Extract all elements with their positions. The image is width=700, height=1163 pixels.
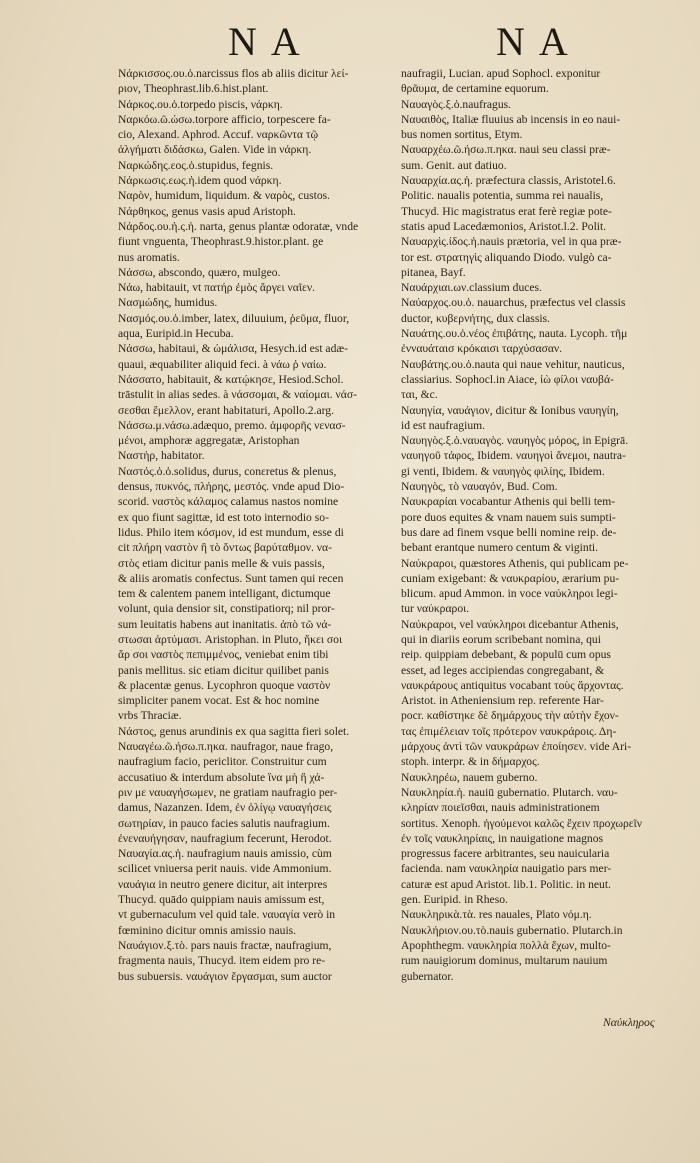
- text-line: Ναυαγὸς.ξ.ὁ.naufragus.: [401, 97, 512, 111]
- text-line: Νάσσω, abscondo, quæro, mulgeo.: [118, 265, 281, 279]
- text-line: Ναυβάτης.ου.ὁ.nauta qui naue vehitur, nauticus,: [401, 357, 625, 371]
- text-line: tur ναύκραροι.: [401, 602, 470, 616]
- text-line: ναυηγοῦ τάφος, Ibidem. ναυηγοὶ ἄνεμοι, nautra-: [401, 449, 626, 463]
- text-line: bus dare ad finem vsque belli nomine reip. de-: [401, 525, 617, 539]
- text-line: esset, ad leges accipiendas congregabant, &: [401, 663, 605, 677]
- text-line: gubernator.: [401, 969, 454, 983]
- text-line: blicum. apud Ammon. in voce ναύκληροι legi-: [401, 587, 618, 601]
- text-line: panis mellitus. sic etiam dicitur quilibet panis: [118, 663, 329, 677]
- text-line: reip. quippiam debebant, & populū cum opus: [401, 648, 611, 662]
- text-line: scorid. ναστὸς κάλαμος calamus nastos nomine: [118, 495, 339, 509]
- text-line: ἀλγήματι διδάσκω, Galen. Vide in νάρκη.: [118, 143, 312, 157]
- text-line: Aristot. in Atheniensium rep. referente Har-: [401, 694, 604, 708]
- text-line: Νάρκισσος.ου.ὁ.narcissus flos ab aliis dicitur λεί-: [118, 67, 349, 80]
- running-header-left: NA: [228, 19, 314, 64]
- text-line: Ναστός.ὁ.ὁ.solidus, durus, conεretus & plenus,: [118, 464, 337, 478]
- text-line: στὸς etiam dicitur panis melle & vuis passis,: [118, 556, 325, 570]
- text-line: ἐν τοῖς ναυκληρίαις, in nauigatione magnos: [401, 831, 604, 845]
- text-line: Νασμώδης, humidus.: [118, 296, 218, 310]
- running-header-right: NA: [496, 19, 582, 64]
- catchword: Ναύκληρος: [603, 1016, 655, 1029]
- text-line: & placentæ genus. Lycophron quoque ναστὸν: [118, 678, 331, 692]
- text-line: κληρίαν ποιεῖσθαι, nauis administrationem: [401, 801, 600, 815]
- text-line: tem & calentem panem intelligant, dictumque: [118, 587, 331, 601]
- text-line: cio, Alexand. Aphrod. Accuf. ναρκῶντα τῷ: [118, 128, 319, 142]
- text-line: Ναυαιθὸς, Italiæ fluuius ab incensis in eo naui-: [401, 112, 621, 126]
- text-line: bebant erantque numero centum & viginti.: [401, 541, 599, 555]
- text-line: ductor, κυβερνήτης, dux classis.: [401, 311, 550, 325]
- text-line: bus subuersis. ναυάγιον ἔργασμαι, sum auctor: [118, 969, 332, 983]
- text-line: fœminino dicitur omnis amissio nauis.: [118, 923, 297, 937]
- text-line: Νάσσω.μ.νάσω.adæquo, premo. ἀμφορῆς νενασ-: [118, 418, 346, 432]
- text-line: Ναυαρχία.ας.ἡ. præfectura classis, Aristotel.6.: [401, 174, 616, 188]
- text-line: Apophthegm. ναυκληρία πολλὰ ἔχων, multo-: [401, 938, 611, 952]
- text-line: Ναύκραροι, quæstores Athenis, qui publicam pe-: [401, 556, 629, 570]
- text-line: sum leuitatis habens aut inanitatis. ἀπὸ τῶ νά-: [118, 617, 332, 631]
- text-line: nus aromatis.: [118, 250, 180, 264]
- text-line: scilicet vniuersa perit nauis. vide Ammonium.: [118, 862, 332, 876]
- text-line: naufragii, Lucian. apud Sophocl. exponitur: [401, 67, 601, 80]
- text-line: gen. Euripid. in Rheso.: [401, 893, 508, 907]
- text-line: Ναυκραρίαι vocabantur Athenis qui belli tem-: [401, 495, 616, 509]
- text-line: ἐνναυάταισ κρόκαισι ταρχύσασαν.: [401, 342, 563, 356]
- text-line: lidus. Philo item κόσμον, id est mundum, esse di: [118, 525, 344, 539]
- text-line: Thucyd. Hic magistratus erat ferè regiæ pote-: [401, 204, 612, 218]
- text-line: vrbs Thraciæ.: [118, 709, 182, 723]
- right-column: [401, 66, 673, 984]
- text-line: accusatiuo & interdum absolute ἵνα μὴ ἢ χά-: [118, 770, 325, 784]
- text-line: Νάσσω, habitaui, & ὡμάλισα, Hesych.id est adæ-: [118, 342, 348, 356]
- text-line: μένοι, amphoræ aggregatæ, Aristophan: [118, 434, 300, 448]
- text-line: Ναρκόω.ῶ.ώσω.torpore afficio, torpescere fa-: [118, 112, 331, 126]
- text-line: caturæ est apud Aristot. lib.1. Politic. in neut.: [401, 877, 611, 891]
- text-line: statis apud Lacedæmonios, Aristot.l.2. Polit.: [401, 219, 607, 233]
- text-line: sum. Genit. aut datiuo.: [401, 158, 507, 172]
- text-line: Νάρκωσις.εως.ἡ.idem quod νάρκη.: [118, 174, 282, 188]
- text-line: στωσαι ἀρτύμασι. Aristophan. in Pluto, ἥκει σοι: [118, 632, 343, 646]
- text-line: & aliis aromatis confectus. Sunt tamen qui recen: [118, 571, 344, 585]
- text-line: sortitus. Xenoph. ἡγούμενοι καλῶς ἔχειν προχωρεῖν: [401, 816, 642, 830]
- text-line: Ναυάγιον.ξ.τὸ. pars nauis fractæ, naufragium,: [118, 938, 332, 952]
- text-line: tor est. στρατηγὶς aliquando Diodo. vulgò ca-: [401, 250, 612, 264]
- text-line: ναυκράρους antiquitus vocabant τοὺς ἄρχοντας.: [401, 678, 624, 692]
- text-line: naufragium facio, periclitor. Construitur cum: [118, 755, 327, 769]
- text-line: ριον, Theophrast.lib.6.hist.plant.: [118, 82, 269, 96]
- text-line: ναυάγια in neutro genere dicitur, ait interpres: [118, 877, 328, 891]
- text-line: fiunt vnguenta, Theophrast.9.histor.plant. ge: [118, 235, 324, 249]
- text-line: trāstulit in alias sedes. à νάσσομαι, & ναίομαι. νάσ-: [118, 388, 357, 402]
- text-line: Ναυάτης.ου.ὁ.νέος ἐπιβάτης, nauta. Lycoph. τῆμ: [401, 327, 628, 341]
- text-line: θρᾶυμα, de certamine equorum.: [401, 82, 549, 96]
- text-line: pore duos equites & vnam nauem suis sumpti-: [401, 510, 616, 524]
- text-line: ριν με ναυαγήσωμεν, ne gratiam naufragio per-: [118, 785, 338, 799]
- text-line: cuniam exigebant: & ναυκραρίου, ærarium pu-: [401, 571, 620, 585]
- text-line: Ναρὸν, humidum, liquidum. & ναρὸς, custos.: [118, 189, 331, 203]
- text-line: quaui, æquabiliter aliquid feci. à νάω ῥ ναίω.: [118, 357, 327, 371]
- text-line: fragmenta nauis, Thucyd. item eidem pro re-: [118, 954, 326, 968]
- text-line: pitanea, Bayf.: [401, 265, 466, 279]
- text-line: Νασμός.ου.ὁ.imber, latex, diluuium, ῥεῦμα, fluor,: [118, 311, 350, 325]
- text-line: Ναστὴρ, habitator.: [118, 449, 205, 463]
- text-line: pocr. καθίστηκε δὲ δημάρχους τὴν αὐτὴν ἔχον-: [401, 709, 619, 723]
- text-line: rum nauigiorum dominus, multarum nauium: [401, 954, 608, 968]
- text-line: ἐνεναυήγησαν, naufragium fecerunt, Herodot.: [118, 831, 332, 845]
- text-line: volunt, quia densior sit, constipatiorq; nil pror-: [118, 602, 335, 616]
- text-line: Νάστος, genus arundinis ex qua sagitta fieri solet.: [118, 724, 350, 738]
- text-line: cit πλήρη ναστὸν ἢ τὸ ὄντως βαρύταθμον. να-: [118, 541, 332, 555]
- text-line: Ναυκλήριον.ου.τὸ.nauis gubernatio. Plutarch.in: [401, 923, 623, 937]
- text-line: classiarius. Sophocl.in Aiace, ἰὼ φίλοι ναυβά-: [401, 372, 614, 386]
- text-line: τας ἐπιμέλειαν τοῖς πρότερον ναυκράροις. Δη-: [401, 724, 617, 738]
- text-line: ἄρ σοι ναστὸς πεπιμμένος, veniebat enim tibi: [118, 648, 329, 662]
- text-line: facienda. nam ναυκληρία nauigatio pars mer-: [401, 862, 612, 876]
- text-line: Νάρκος.ου.ὁ.torpedo piscis, νάρκη.: [118, 97, 283, 111]
- text-line: Ναυαρχέω.ῶ.ήσω.π.ηκα. naui seu classi præ-: [401, 143, 611, 157]
- text-line: Ναύκραροι, vel ναύκληροι dicebantur Athenis,: [401, 617, 619, 631]
- text-line: Νάσσατο, habitauit, & κατῴκησε, Hesiod.Schol.: [118, 372, 344, 386]
- text-line: Ναυαρχὶς.ίδος.ἡ.nauis prætoria, vel in qua præ-: [401, 235, 622, 249]
- text-line: densus, πυκνός, πλήρης, μεστός. vnde apud Dio-: [118, 480, 345, 494]
- text-line: Thucyd. quādo quippiam nauis amissum est,: [118, 893, 325, 907]
- text-line: Ναυκληρέω, nauem guberno.: [401, 770, 538, 784]
- text-line: vt gubernaculum vel quid tale. ναυαγία verò in: [118, 908, 336, 922]
- text-line: id est naufragium.: [401, 418, 486, 432]
- text-line: Ναυαγία.ας.ἡ. naufragium nauis amissio, cùm: [118, 847, 332, 861]
- text-line: σεσθαι ἔμελλον, erant habitaturi, Apollo.2.arg.: [118, 403, 334, 417]
- text-line: Νάω, habitauit, vt πατήρ ἐμὸς ἄργει ναῖεν.: [118, 281, 315, 295]
- text-line: μάρχους ἀντὶ τῶν ναυκράρων ἐποίησεν. vide Ari-: [401, 740, 632, 754]
- text-line: Politic. naualis potentia, summa rei naualis,: [401, 189, 604, 203]
- text-line: Ναυαγέω.ῶ.ήσω.π.ηκα. naufragor, naue frago,: [118, 740, 334, 754]
- left-column: [118, 66, 390, 984]
- text-line: Ναυκληρία.ἡ. nauiū gubernatio. Plutarch. ναυ-: [401, 785, 618, 799]
- text-line: damus, Nazanzen. Idem, ἐν ὀλίγῳ ναυαγήσεις: [118, 801, 332, 815]
- text-line: Ναυηγὸς.ξ.ὁ.ναυαγὸς. ναυηγὸς μόρος, in Epigrā.: [401, 434, 629, 448]
- text-line: ex quo fiunt sagittæ, id est toto internodio so-: [118, 510, 329, 524]
- text-line: qui in diariis eorum scribebant nomina, qui: [401, 632, 601, 646]
- text-line: Ναυηγία, ναυάγιον, dicitur & Ionibus ναυηγίη,: [401, 403, 619, 417]
- text-line: Νάρδος.ου.ἡ.ς.ἡ. narta, genus plantæ odoratæ, vnde: [118, 219, 359, 233]
- text-line: Νάρθηκος, genus vasis apud Aristoph.: [118, 204, 296, 218]
- text-line: σωτηρίαν, in pauco facies salutis naufragium.: [118, 816, 330, 830]
- text-line: Ναύαρχος.ου.ὁ. nauarchus, præfectus vel classis: [401, 296, 626, 310]
- text-line: ται, &c.: [401, 388, 438, 402]
- text-line: aqua, Euripid.in Hecuba.: [118, 327, 234, 341]
- text-line: simpliciter panem vocat. Est & hoc nomine: [118, 694, 320, 708]
- text-line: Ναυηγὸς, τὸ ναυαγόν, Bud. Com.: [401, 480, 558, 494]
- text-line: bus nomen sortitus, Etym.: [401, 128, 523, 142]
- text-line: Ναρκώδης.εος.ὁ.stupidus, fegnis.: [118, 158, 274, 172]
- text-line: Ναυάρχιαι.ων.classium duces.: [401, 281, 542, 295]
- text-line: stoph. interpr. & in δήμαρχος.: [401, 755, 540, 769]
- text-line: gi venti, Ibidem. & ναυηγὸς φιλίης, Ibidem.: [401, 464, 605, 478]
- text-line: Ναυκληρικὰ.τὰ. res nauales, Plato νόμ.η.: [401, 908, 592, 922]
- text-line: progressus facere arbitrantes, seu nauicularia: [401, 847, 610, 861]
